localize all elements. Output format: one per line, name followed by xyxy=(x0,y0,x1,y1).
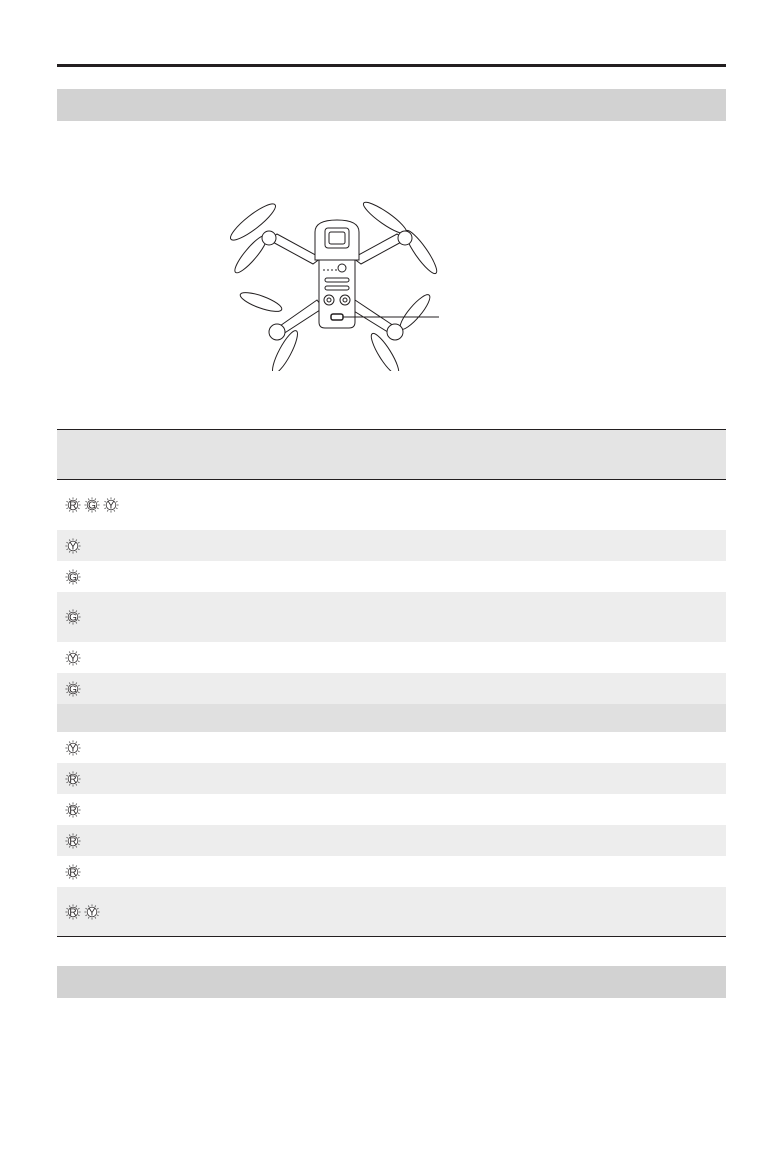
led-indicator-icons xyxy=(65,802,726,818)
yellow-led-icon xyxy=(65,740,81,756)
table-cell xyxy=(57,530,726,561)
svg-text:G: G xyxy=(69,683,77,695)
led-indicator-icons xyxy=(65,497,726,513)
table-header-row xyxy=(57,430,726,480)
table-cell xyxy=(57,825,726,856)
table-cell xyxy=(57,480,726,531)
yellow-led-icon xyxy=(65,538,81,554)
table-group-row xyxy=(57,704,726,732)
table-cell xyxy=(57,704,726,732)
led-indicator-icons xyxy=(65,833,726,849)
red-led-icon xyxy=(65,497,81,513)
green-led-icon xyxy=(65,569,81,585)
svg-text:Y: Y xyxy=(107,500,115,512)
green-led-icon xyxy=(84,497,100,513)
table-cell xyxy=(57,430,726,480)
table-cell xyxy=(57,561,726,592)
table-cell xyxy=(57,732,726,763)
table-row xyxy=(57,592,726,642)
led-indicator-icons xyxy=(65,864,726,880)
red-led-icon xyxy=(65,802,81,818)
table-row xyxy=(57,763,726,794)
aircraft-bottom-view-illustration xyxy=(225,196,465,371)
yellow-led-icon xyxy=(103,497,119,513)
svg-text:G: G xyxy=(69,612,77,624)
led-indicator-icons xyxy=(65,538,726,554)
svg-text:Y: Y xyxy=(69,652,77,664)
table-cell xyxy=(57,856,726,887)
table-row xyxy=(57,794,726,825)
table-row xyxy=(57,530,726,561)
table-cell xyxy=(57,642,726,673)
svg-text:G: G xyxy=(69,571,77,583)
table-row xyxy=(57,825,726,856)
table-row xyxy=(57,673,726,704)
svg-text:R: R xyxy=(69,804,77,816)
green-led-icon xyxy=(65,609,81,625)
svg-text:R: R xyxy=(69,500,77,512)
svg-text:G: G xyxy=(88,500,96,512)
svg-text:R: R xyxy=(69,773,77,785)
table-cell xyxy=(57,794,726,825)
table-row xyxy=(57,887,726,937)
table-cell xyxy=(57,763,726,794)
red-led-icon xyxy=(65,833,81,849)
table-row xyxy=(57,856,726,887)
svg-text:Y: Y xyxy=(69,742,77,754)
green-led-icon xyxy=(65,681,81,697)
table-cell xyxy=(57,673,726,704)
svg-text:R: R xyxy=(69,906,77,918)
section-header-bar xyxy=(57,89,726,121)
yellow-led-icon xyxy=(84,904,100,920)
top-rule xyxy=(57,64,726,67)
svg-text:Y: Y xyxy=(69,540,77,552)
led-indicator-icons xyxy=(65,681,726,697)
table-row xyxy=(57,642,726,673)
led-indicator-icons xyxy=(65,609,726,625)
table-row xyxy=(57,480,726,531)
svg-text:R: R xyxy=(69,866,77,878)
led-indicator-icons xyxy=(65,569,726,585)
red-led-icon xyxy=(65,904,81,920)
table-row xyxy=(57,732,726,763)
svg-text:Y: Y xyxy=(88,906,96,918)
led-status-table xyxy=(57,429,726,937)
svg-text:R: R xyxy=(69,835,77,847)
led-indicator-icons xyxy=(65,771,726,787)
led-indicator-icons xyxy=(65,740,726,756)
red-led-icon xyxy=(65,771,81,787)
table-row xyxy=(57,561,726,592)
yellow-led-icon xyxy=(65,650,81,666)
led-indicator-icons xyxy=(65,650,726,666)
table-cell xyxy=(57,887,726,937)
red-led-icon xyxy=(65,864,81,880)
table-cell xyxy=(57,592,726,642)
led-indicator-icons xyxy=(65,904,726,920)
section-header-bar xyxy=(57,966,726,998)
aircraft-diagram xyxy=(225,196,465,371)
